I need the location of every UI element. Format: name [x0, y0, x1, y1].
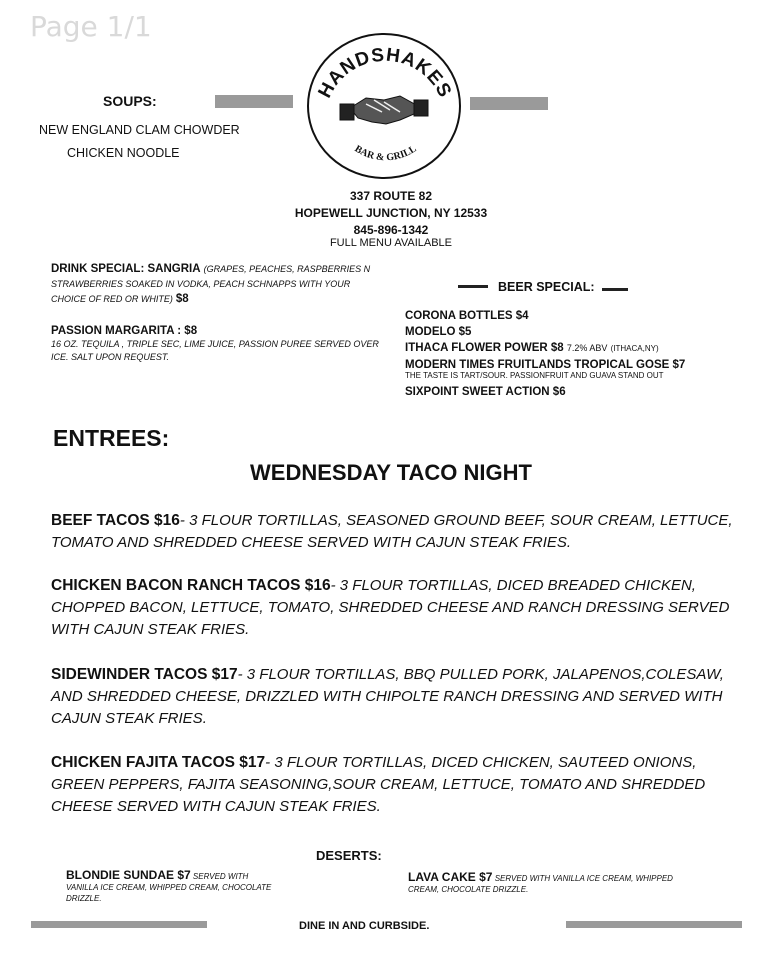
- beer-item: MODELO $5: [405, 326, 472, 338]
- drink-special-price: $8: [175, 293, 189, 305]
- address-phone: 845-896-1342: [353, 223, 429, 237]
- logo-bottom-text: BAR & GRILL: [352, 143, 419, 164]
- dessert-desc: SERVED WITH VANILLA ICE CREAM, WHIPPED CREAM, CHOCOLATE DRIZZLE.: [66, 872, 272, 903]
- beer-item-note: THE TASTE IS TART/SOUR. PASSIONFRUIT AND GUAVA STAND OUT: [405, 371, 664, 380]
- handshakes-logo: [304, 28, 464, 180]
- soup-item: CHICKEN NOODLE: [67, 146, 180, 160]
- footer-bar-left: [31, 921, 207, 928]
- taco-night-heading: WEDNESDAY TACO NIGHT: [250, 460, 532, 485]
- beer-divider-left: [458, 285, 488, 288]
- dessert-name: LAVA CAKE $7: [408, 870, 493, 884]
- logo-top-text: HANDSHAKES: [314, 44, 456, 102]
- beer-special-heading: BEER SPECIAL:: [498, 280, 595, 294]
- logo-svg: [304, 28, 464, 180]
- dessert-item: [66, 870, 281, 904]
- beer-item-name: ITHACA FLOWER POWER $8: [405, 342, 564, 354]
- page-indicator: Page 1/1: [30, 10, 152, 43]
- entree-desc: - 3 FLOUR TORTILLAS, SEASONED GROUND BEEF, SOUR CREAM, LETTUCE, TOMATO AND SHREDDED CHEESE SERVED WITH CAJUN STEAK FRIES.: [51, 512, 733, 551]
- dessert-desc: SERVED WITH VANILLA ICE CREAM, WHIPPED CREAM, CHOCOLATE DRIZZLE.: [408, 874, 673, 894]
- entree-name: CHICKEN BACON RANCH TACOS $16: [51, 577, 331, 594]
- footer-text: DINE IN AND CURBSIDE.: [299, 920, 430, 932]
- beer-item: SIXPOINT SWEET ACTION $6: [405, 386, 566, 398]
- handshake-icon: [340, 96, 428, 124]
- entree-name: CHICKEN FAJITA TACOS $17: [51, 754, 266, 771]
- margarita-desc: 16 OZ. TEQUILA , TRIPLE SEC, LIME JUICE, PASSION PUREE SERVED OVER ICE. SALT UPON REQUEST.: [51, 339, 379, 362]
- address-note: FULL MENU AVAILABLE: [329, 237, 453, 249]
- entree-item: [51, 575, 751, 641]
- beer-item: [405, 340, 765, 357]
- entree-desc: - 3 FLOUR TORTILLAS, DICED CHICKEN, SAUTEED ONIONS, GREEN PEPPERS, FAJITA SEASONING,SOUR CREAM, LETTUCE, TOMATO AND SHREDDED CHEESE SERVED WITH CAJUN STEAK FRIES.: [51, 754, 706, 815]
- divider-bar-left: [215, 95, 293, 108]
- entree-desc: - 3 FLOUR TORTILLAS, DICED BREADED CHICKEN, CHOPPED BACON, LETTUCE, TOMATO, SHREDDED CHEESE AND RANCH DRESSING SERVED WITH CAJUN STEAK FRIES.: [51, 577, 730, 638]
- entree-item: [51, 510, 751, 554]
- beer-item-origin: (ITHACA,NY): [610, 344, 659, 353]
- soup-item: NEW ENGLAND CLAM CHOWDER: [39, 123, 240, 137]
- beer-item-abv: 7.2% ABV: [566, 343, 608, 353]
- beer-item: CORONA BOTTLES $4: [405, 310, 529, 322]
- divider-bar-right: [470, 97, 548, 110]
- entree-desc: - 3 FLOUR TORTILLAS, BBQ PULLED PORK, JALAPENOS,COLESAW, AND SHREDDED CHEESE, DRIZZLED WITH CHIPOLTE RANCH DRESSING AND SERVED WITH CAJUN STEAK FRIES.: [51, 666, 724, 727]
- svg-text:BAR & GRILL: [353, 143, 419, 163]
- dessert-item: [408, 872, 698, 895]
- drink-special-desc: (GRAPES, PEACHES, RASPBERRIES N STRAWBERRIES SOAKED IN VODKA, PEACH SCHNAPPS WITH YOUR CHOICE OF RED OR WHITE): [51, 264, 371, 304]
- entree-name: SIDEWINDER TACOS $17: [51, 666, 238, 683]
- address-street: 337 ROUTE 82: [349, 189, 433, 203]
- dessert-name: BLONDIE SUNDAE $7: [66, 868, 191, 882]
- beer-divider-right: [602, 288, 628, 291]
- beer-item: MODERN TIMES FRUITLANDS TROPICAL GOSE $7: [405, 359, 686, 371]
- entrees-heading: ENTREES:: [53, 425, 170, 451]
- drink-special: [51, 262, 381, 307]
- entree-item: [51, 664, 751, 730]
- entree-name: BEEF TACOS $16: [51, 512, 180, 529]
- desserts-heading: DESERTS:: [316, 848, 382, 863]
- margarita-special: [51, 325, 381, 364]
- entree-item: [51, 752, 751, 818]
- drink-special-label: DRINK SPECIAL: SANGRIA: [51, 263, 201, 275]
- margarita-label: PASSION MARGARITA : $8: [51, 325, 198, 337]
- beer-list: [405, 308, 765, 400]
- address-city: HOPEWELL JUNCTION, NY 12533: [294, 206, 488, 220]
- footer-bar-right: [566, 921, 742, 928]
- soups-heading: SOUPS:: [103, 93, 157, 109]
